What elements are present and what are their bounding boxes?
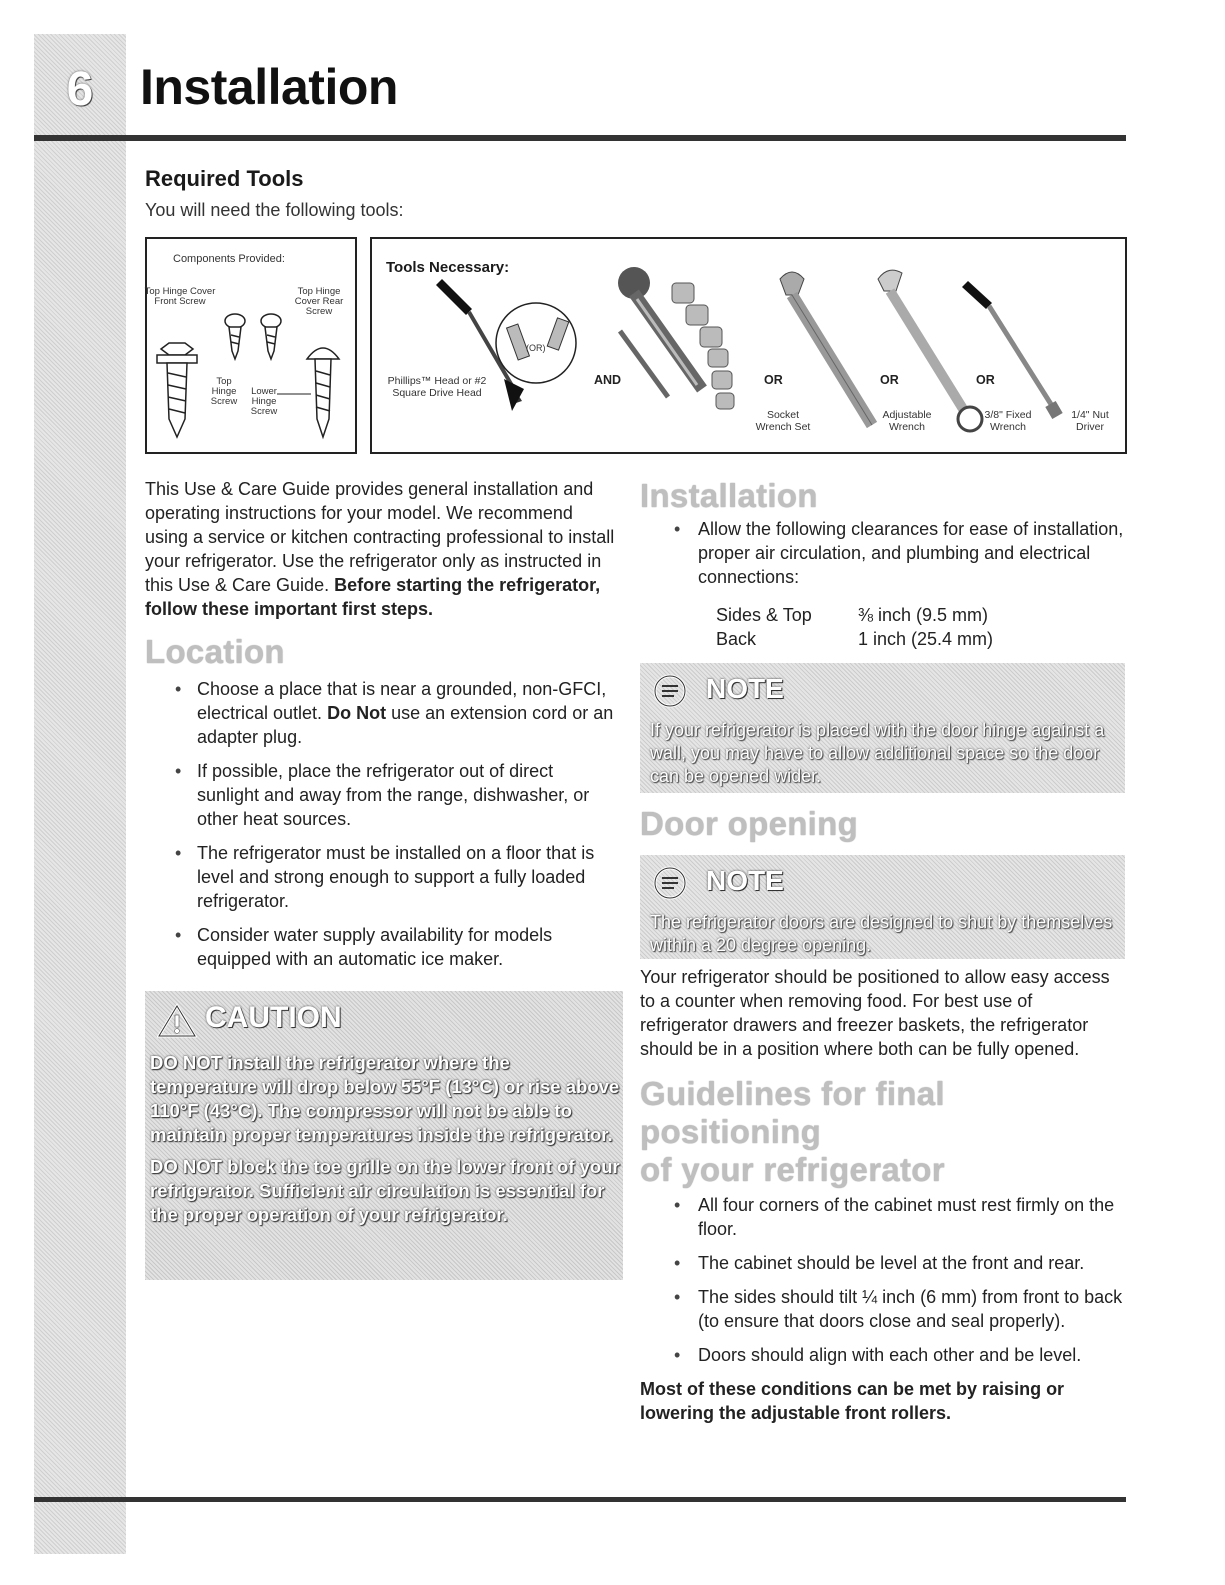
guidelines-heading-line-2: of your refrigerator — [640, 1151, 945, 1188]
caution-box — [145, 991, 623, 1280]
bullet-text: use an extension cord or an adapter plug. — [197, 703, 614, 747]
top-rule — [34, 135, 1126, 141]
list-item: • The refrigerator must be installed on a floor that is level and strong enough to support a fully loaded refrigerator. — [145, 841, 615, 913]
part-label-lower-hinge-screw: Lower Hinge Screw — [250, 386, 278, 417]
part-label-top-hinge-screw: Top Hinge Screw — [210, 376, 238, 407]
list-item: • Allow the following clearances for ease of installation, proper air circulation, and plumbing and electrical connections: — [640, 517, 1125, 589]
part-label-rear-screw: Top Hinge Cover Rear Screw — [294, 286, 344, 317]
table-row — [716, 627, 993, 651]
fixed-label: 3/8" Fixed Wrench — [984, 409, 1032, 433]
note-title: NOTE — [706, 865, 784, 896]
location-list — [145, 677, 615, 971]
page-title: Installation — [140, 59, 398, 115]
door-opening-paragraph: Your refrigerator should be positioned to allow easy access to a counter when removing food. For best use of refrigerator drawers and freezer baskets, the refrigerator should be in a position where both can be fully opened. — [640, 967, 1110, 1059]
or-small-label: (OR) — [526, 343, 546, 353]
tools-box — [370, 237, 1127, 454]
screws-illustration — [147, 239, 355, 452]
list-item — [145, 677, 615, 749]
door-opening-heading: Door opening — [640, 805, 859, 842]
part-label-front-screw: Top Hinge Cover Front Screw — [144, 286, 216, 307]
socket-wrench-set-icon — [618, 267, 734, 409]
tools-necessary-label: Tools Necessary: — [386, 259, 510, 276]
or-label-1: OR — [764, 373, 783, 387]
page-number: 6 — [66, 63, 94, 116]
warning-icon — [157, 1003, 197, 1039]
list-item: • All four corners of the cabinet must rest firmly on the floor. — [640, 1193, 1125, 1241]
list-item: • Doors should align with each other and be level. — [640, 1343, 1125, 1367]
clearance-value: 1 inch (25.4 mm) — [858, 629, 994, 649]
screwdriver-label: Phillips™ Head or #2 Square Drive Head — [387, 375, 487, 399]
caution-paragraph-1: DO NOT install the refrigerator where the temperature will drop below 55°F (13°C) or rise above 110°F (43°C). The compressor will not be able to maintain proper temperatures inside the refrigerator. — [150, 1052, 620, 1145]
socket-label: Socket Wrench Set — [755, 409, 811, 433]
components-box — [145, 237, 357, 454]
guidelines-list — [640, 1193, 1125, 1367]
note-title: NOTE — [706, 673, 784, 704]
required-tools-intro: You will need the following tools: — [145, 200, 404, 220]
left-column — [145, 477, 620, 1280]
clearance-value: ⅜ inch (9.5 mm) — [858, 605, 989, 625]
lower-hinge-screw-icon — [277, 348, 339, 437]
nut-driver-label: 1/4" Nut Driver — [1071, 409, 1109, 433]
list-item: • The sides should tilt ¼ inch (6 mm) from front to back (to ensure that doors close and seal properly). — [640, 1285, 1125, 1333]
list-item: • The cabinet should be level at the front and rear. — [640, 1251, 1125, 1275]
note-box-door — [640, 855, 1125, 959]
rear-screw-icon — [261, 314, 281, 359]
front-screw-icon — [225, 314, 245, 359]
note-icon — [650, 673, 690, 709]
adjustable-wrench-icon — [780, 272, 872, 425]
installation-list — [640, 517, 1125, 589]
guidelines-heading-line-1: Guidelines for final positioning — [640, 1075, 945, 1150]
right-column — [640, 477, 1125, 1425]
caution-paragraph-2: DO NOT block the toe grille on the lower front of your refrigerator. Sufficient air circulation is essential for the proper operation of your refrigerator. — [150, 1156, 620, 1225]
list-item: • If possible, place the refrigerator out of direct sunlight and away from the range, dishwasher, or other heat sources. — [145, 759, 615, 831]
fixed-wrench-icon — [878, 270, 982, 431]
intro-text: This Use & Care Guide provides general installation and operating instructions for your model. We recommend using a service or kitchen contracting professional to install your refrigerator. Use the refrigerator only as instructed in this Use & Care Guide. — [145, 479, 615, 595]
clearance-label: Back — [716, 629, 757, 649]
nut-driver-icon — [962, 281, 1063, 419]
or-label-2: OR — [880, 373, 899, 387]
table-row — [716, 603, 993, 627]
note-icon — [650, 865, 690, 901]
hinge-screw-icon — [157, 343, 197, 437]
guidelines-heading — [640, 1075, 1125, 1189]
caution-text — [150, 1051, 620, 1235]
or-label-3: OR — [976, 373, 995, 387]
side-band — [34, 34, 126, 1554]
pointer-arrow — [504, 379, 524, 411]
installation-heading: Installation — [640, 477, 818, 514]
clearance-label: Sides & Top — [716, 605, 812, 625]
caution-title: CAUTION — [205, 1001, 342, 1034]
components-label: Components Provided: — [173, 253, 285, 265]
bit-icon — [507, 318, 569, 360]
note-text: If your refrigerator is placed with the door hinge against a wall, you may have to allow additional space so the door can be opened wider. — [650, 720, 1105, 786]
bullet-text: Choose a place that is near a grounded, non-GFCI, electrical outlet. — [197, 679, 607, 723]
guidelines-closing: Most of these conditions can be met by raising or lowering the adjustable front rollers. — [640, 1379, 1065, 1423]
note-box-clearance — [640, 663, 1125, 793]
required-tools-heading: Required Tools — [145, 166, 304, 191]
note-text: The refrigerator doors are designed to shut by themselves within a 20 degree opening. — [650, 912, 1113, 955]
intro-paragraph — [145, 477, 615, 621]
bottom-rule — [34, 1497, 1126, 1502]
list-item: • Consider water supply availability for models equipped with an automatic ice maker. — [145, 923, 615, 971]
location-heading: Location — [145, 633, 285, 670]
bullet-bold: Do Not — [327, 703, 387, 723]
intro-bold-text: Before starting the refrigerator, follow these important first steps. — [145, 575, 601, 619]
adjustable-label: Adjustable Wrench — [882, 409, 932, 433]
clearances-table — [716, 603, 993, 651]
and-label: AND — [594, 373, 622, 387]
